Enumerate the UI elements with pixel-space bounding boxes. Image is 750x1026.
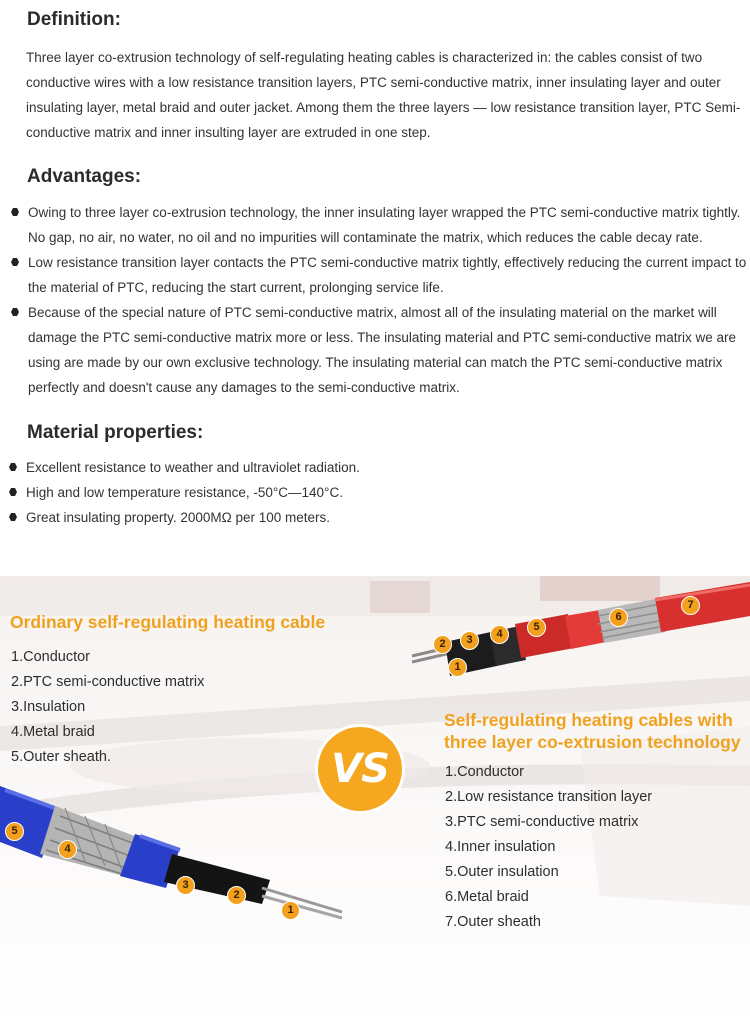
bullet-icon	[11, 258, 19, 266]
definition-heading: Definition:	[27, 9, 121, 30]
list-item: 4.Metal braid	[11, 724, 95, 740]
blue-cable-marker-1: 1	[281, 901, 300, 920]
list-item: 1.Conductor	[11, 649, 90, 665]
advantages-heading: Advantages:	[27, 166, 142, 187]
list-item: 6.Metal braid	[445, 889, 529, 905]
list-item: High and low temperature resistance, -50°C—140°C.	[8, 480, 748, 505]
material-heading: Material properties:	[27, 422, 204, 443]
definition-text: Three layer co-extrusion technology of self-regulating heating cables is characterized in: the cables consist of two conductive wires with a low resistance transition layers, PTC semi-conductive matrix, inner insulating layer and outer insulating layer, metal braid and outer jacket. Among them the three layers — low resistance transition layer, PTC Semi-conductive matrix and inner insulting layer are extruded in one step.	[26, 50, 741, 140]
blue-cable-marker-5: 5	[5, 822, 24, 841]
list-item: 1.Conductor	[445, 764, 524, 780]
list-item: 7.Outer sheath	[445, 914, 541, 930]
red-cable-marker-1: 1	[448, 658, 467, 677]
list-item: Excellent resistance to weather and ultraviolet radiation.	[8, 455, 748, 480]
red-cable-marker-3: 3	[460, 631, 479, 650]
list-item: 2.PTC semi-conductive matrix	[11, 674, 205, 690]
bullet-icon	[9, 513, 17, 521]
list-item: 4.Inner insulation	[445, 839, 556, 855]
red-cable-marker-2: 2	[433, 635, 452, 654]
blue-cable-marker-3: 3	[176, 876, 195, 895]
red-cable-marker-4: 4	[490, 625, 509, 644]
coextrusion-title-line1: Self-regulating heating cables with	[444, 710, 733, 730]
list-item: 5.Outer insulation	[445, 864, 559, 880]
blue-cable-graphic	[0, 786, 342, 918]
list-item: Owing to three layer co-extrusion technology, the inner insulating layer wrapped the PTC semi-conductive matrix tightly. No gap, no air, no water, no oil and no impurities will contaminate the matrix, which reduces the cable decay rate.	[10, 200, 750, 250]
material-list	[8, 455, 748, 530]
list-item: Great insulating property. 2000MΩ per 100 meters.	[8, 505, 748, 530]
coextrusion-cable-title	[444, 709, 741, 753]
red-cable-marker-7: 7	[681, 596, 700, 615]
red-cable-marker-6: 6	[609, 608, 628, 627]
comparison-banner	[0, 576, 750, 1026]
coextrusion-title-line2: three layer co-extrusion technology	[444, 732, 741, 752]
bullet-icon	[9, 463, 17, 471]
bullet-icon	[11, 308, 19, 316]
coextrusion-parts-list	[445, 760, 652, 935]
ordinary-cable-title: Ordinary self-regulating heating cable	[10, 612, 326, 632]
bullet-icon	[11, 208, 19, 216]
advantages-list	[10, 200, 750, 400]
blue-cable-marker-2: 2	[227, 886, 246, 905]
vs-label: VS	[331, 746, 389, 792]
bullet-icon	[9, 488, 17, 496]
list-item: 3.Insulation	[11, 699, 86, 715]
list-item: 3.PTC semi-conductive matrix	[445, 814, 639, 830]
list-item: 2.Low resistance transition layer	[445, 789, 653, 805]
ordinary-parts-list	[11, 645, 204, 770]
vs-badge	[318, 727, 402, 811]
list-item: Low resistance transition layer contacts the PTC semi-conductive matrix tightly, effectively reducing the current impact to the material of PTC, reducing the start current, prolonging service life.	[10, 250, 750, 300]
red-cable-marker-5: 5	[527, 618, 546, 637]
blue-cable-marker-4: 4	[58, 840, 77, 859]
list-item: Because of the special nature of PTC semi-conductive matrix, almost all of the insulating material on the market will damage the PTC semi-conductive matrix more or less. The insulating material and PTC semi-conductive matrix we are using are made by our own exclusive technology. The insulating material can match the PTC semi-conductive matrix perfectly and doesn't cause any damages to the semi-conductive matrix.	[10, 300, 750, 400]
list-item: 5.Outer sheath.	[11, 749, 111, 765]
